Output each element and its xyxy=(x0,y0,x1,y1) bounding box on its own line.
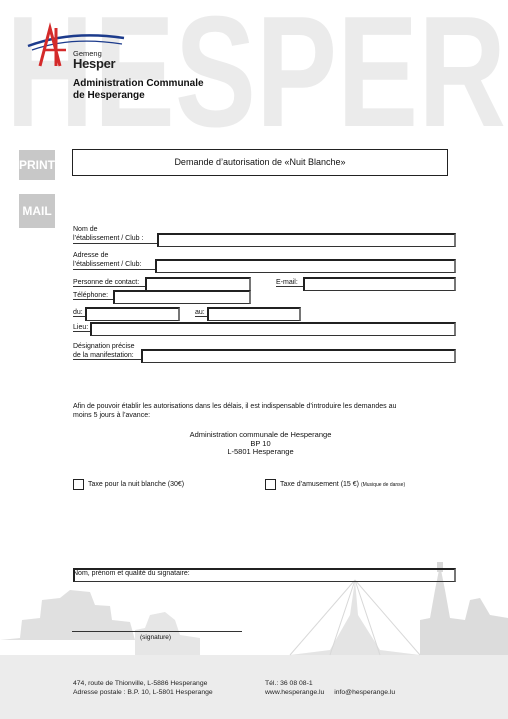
adresse-underline xyxy=(73,269,155,270)
label-lieu: Lieu: xyxy=(73,324,89,331)
designation-underline xyxy=(73,359,141,360)
footer-contact xyxy=(265,679,395,697)
brand-commune-big: Hesper xyxy=(73,56,116,71)
label-nom-line2: l’établissement / Club : xyxy=(73,235,144,242)
address-line-1: Administration communale de Hesperange xyxy=(189,430,332,439)
designation-input[interactable] xyxy=(141,349,456,363)
mailing-address xyxy=(73,431,448,457)
taxe-amusement-text: Taxe d’amusement (15 €) xyxy=(280,481,359,488)
taxe-amusement-checkbox[interactable] xyxy=(265,479,276,490)
telephone-input[interactable] xyxy=(113,290,251,304)
taxe-amusement-label xyxy=(280,480,405,490)
address-line-3: L-5801 Hesperange xyxy=(227,447,294,456)
footer-email-link[interactable]: info@hesperange.lu xyxy=(334,689,396,696)
au-underline xyxy=(195,316,207,317)
label-designation-line1: Désignation précise xyxy=(73,343,135,350)
mail-button[interactable]: MAIL xyxy=(19,194,55,228)
admin-line-2: de Hesperange xyxy=(73,90,145,101)
form-title: Demande d’autorisation de «Nuit Blanche» xyxy=(72,149,448,176)
email-underline xyxy=(276,286,303,287)
adresse-etablissement-input[interactable] xyxy=(155,259,456,273)
print-button[interactable]: PRINT xyxy=(19,150,55,180)
footer-address xyxy=(73,679,213,697)
contact-input[interactable] xyxy=(145,277,251,291)
footer-address-line-2: Adresse postale : B.P. 10, L-5801 Hesperange xyxy=(73,689,213,696)
email-input[interactable] xyxy=(303,277,456,291)
label-adresse-line2: l’établissement / Club: xyxy=(73,261,142,268)
footer-website-link[interactable]: www.hesperange.lu xyxy=(265,689,325,696)
lieu-underline xyxy=(73,331,90,332)
brand-commune-small: Gemeng xyxy=(73,49,102,58)
taxe-nuit-checkbox[interactable] xyxy=(73,479,84,490)
signatory-label: Nom, prénom et qualité du signataire: xyxy=(73,570,190,577)
label-adresse-line1: Adresse de xyxy=(73,252,109,259)
label-telephone: Téléphone: xyxy=(73,292,109,299)
taxe-amusement-note: (Musique de danse) xyxy=(360,482,406,488)
footer-tel: Tél.: 36 08 08-1 xyxy=(265,680,313,687)
du-underline xyxy=(73,316,85,317)
contact-underline xyxy=(73,286,145,287)
delay-notice xyxy=(73,402,448,420)
label-du: du: xyxy=(73,309,83,316)
date-au-input[interactable] xyxy=(207,307,301,321)
label-contact: Personne de contact: xyxy=(73,279,140,286)
admin-line-1: Administration Communale xyxy=(73,78,204,89)
label-nom xyxy=(73,225,143,243)
notice-line-2: moins 5 jours à l’avance: xyxy=(73,412,151,419)
nom-etablissement-input[interactable] xyxy=(157,233,456,247)
label-nom-line1: Nom de xyxy=(73,226,98,233)
label-au: au: xyxy=(195,309,205,316)
signature-label: (signature) xyxy=(140,634,172,641)
address-line-2: BP 10 xyxy=(250,438,271,448)
footer-address-line-1: 474, route de Thionville, L-5886 Hesperange xyxy=(73,680,208,687)
label-designation-line2: de la manifestation: xyxy=(73,352,134,359)
label-adresse xyxy=(73,251,141,269)
notice-line-1: Afin de pouvoir établir les autorisations dans les délais, il est indispensable d’introduire les demandes au xyxy=(73,403,397,410)
lieu-input[interactable] xyxy=(90,322,456,336)
date-du-input[interactable] xyxy=(85,307,180,321)
taxe-nuit-label: Taxe pour la nuit blanche (30€) xyxy=(88,481,185,488)
administration-title xyxy=(73,78,204,102)
nom-underline xyxy=(73,243,157,244)
signature-line[interactable] xyxy=(72,631,242,632)
label-designation xyxy=(73,342,134,360)
label-email: E-mail: xyxy=(276,279,298,286)
telephone-underline xyxy=(73,299,113,300)
watermark-text: HESPER xyxy=(6,0,506,144)
signatory-input[interactable] xyxy=(73,568,456,582)
